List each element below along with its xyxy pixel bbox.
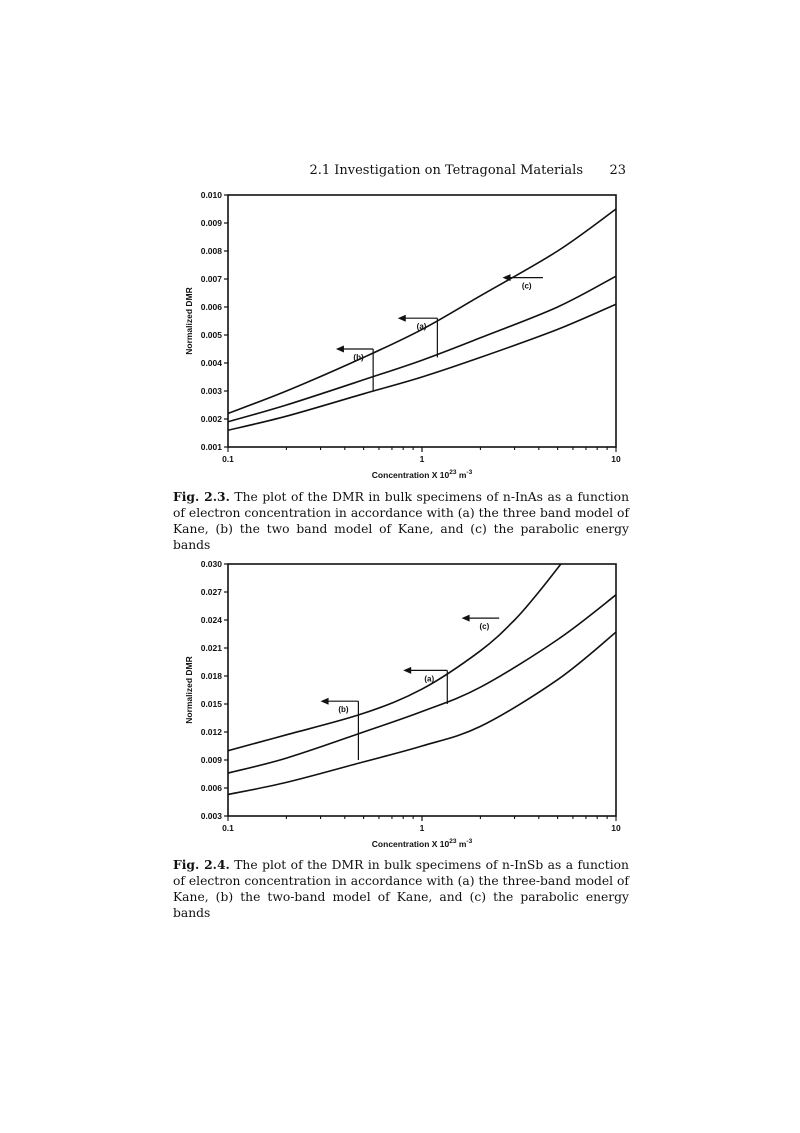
x-axis-label: Concentration X $10^{23}$ $m^{-3}$ (371, 469, 473, 480)
annotation-arrow (398, 315, 438, 358)
y-tick-label: 0.003 (200, 811, 222, 821)
y-tick-label: 0.010 (200, 190, 222, 200)
figure-2-3 (170, 186, 640, 481)
y-tick-label: 0.008 (200, 246, 222, 256)
plot-frame (228, 195, 616, 447)
annotation-label: (a) (416, 322, 427, 332)
y-tick-label: 0.001 (200, 442, 222, 452)
y-tick-label: 0.002 (200, 414, 222, 424)
caption-label: Fig. 2.3. (173, 489, 230, 504)
annotation-label: (b) (353, 353, 364, 362)
y-tick-label: 0.027 (200, 587, 222, 597)
y-tick-label: 0.006 (200, 783, 222, 793)
dmr-chart-n-insb (170, 555, 640, 850)
series-line (228, 276, 616, 422)
y-tick-label: 0.003 (200, 386, 222, 396)
figure-2-4 (170, 555, 640, 850)
x-tick-label: 1 (419, 823, 425, 833)
annotation-arrow (403, 667, 447, 704)
annotation-label: (b) (338, 705, 349, 715)
y-tick-label: 0.021 (200, 643, 222, 653)
y-tick-label: 0.007 (200, 274, 222, 284)
caption-fig-2-4 (173, 857, 629, 921)
annotation-arrow (321, 698, 359, 760)
x-tick-label: 10 (611, 823, 621, 833)
y-tick-label: 0.006 (200, 302, 222, 312)
annotation-label: (c) (479, 622, 490, 632)
y-tick-label: 0.005 (200, 330, 222, 340)
caption-text: The plot of the DMR in bulk specimens of n-InSb as a function of electron concentration in accordance with (a) the three-band model of Kane, (b) the two-band model of Kane, and (c) the parabolic energy bands (173, 858, 629, 920)
x-tick-label: 0.1 (222, 454, 234, 464)
caption-text: The plot of the DMR in bulk specimens of n-InAs as a function of electron concentration in accordance with (a) the three band model of Kane, (b) the two band model of Kane, and (c) the parabolic energy bands (173, 490, 629, 552)
annotation-arrow (336, 346, 373, 392)
y-tick-label: 0.030 (200, 559, 222, 569)
x-tick-label: 10 (611, 454, 621, 464)
dmr-chart-n-inas (170, 186, 640, 481)
annotation-label: (a) (424, 674, 435, 684)
y-tick-label: 0.015 (200, 699, 222, 709)
section-title: 2.1 Investigation on Tetragonal Materials (309, 163, 583, 178)
y-tick-label: 0.009 (200, 218, 222, 228)
y-tick-label: 0.004 (200, 358, 222, 368)
x-tick-label: 1 (419, 454, 425, 464)
annotation-arrow (462, 615, 500, 631)
y-axis-label: Normalized DMR (184, 656, 194, 724)
y-axis-label: Normalized DMR (184, 287, 194, 355)
series-line (228, 632, 616, 794)
y-tick-label: 0.009 (200, 755, 222, 765)
series-line (228, 209, 616, 413)
caption-fig-2-3 (173, 489, 629, 553)
y-tick-label: 0.024 (200, 615, 222, 625)
annotation-label: (c) (521, 281, 532, 291)
x-axis-label: Concentration X $10^{23}$ $m^{-3}$ (371, 838, 473, 849)
annotation-arrow (503, 274, 543, 291)
y-tick-label: 0.018 (200, 671, 222, 681)
series-line (228, 564, 561, 751)
caption-label: Fig. 2.4. (173, 857, 230, 872)
page-number: 23 (609, 163, 626, 178)
x-tick-label: 0.1 (222, 823, 234, 833)
y-tick-label: 0.012 (200, 727, 222, 737)
